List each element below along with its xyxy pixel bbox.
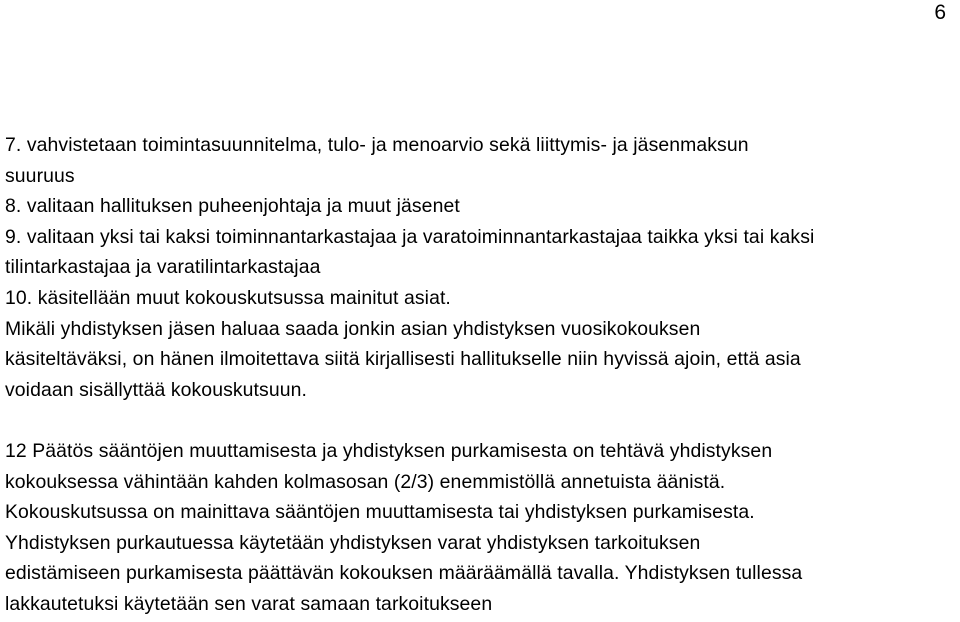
member-matter-line-1: Mikäli yhdistyksen jäsen haluaa saada jonkin asian yhdistyksen vuosikokouksen <box>5 317 701 340</box>
member-matter-line-3: voidaan sisällyttää kokouskutsuun. <box>5 378 307 401</box>
section-12-heading-text: 12 Päätös sääntöjen muuttamisesta ja yhdistyksen purkamisesta on tehtävä yhdistyksen <box>5 439 773 462</box>
agenda-item-8: 8. valitaan hallituksen puheenjohtaja ja muut jäsenet <box>5 195 460 218</box>
section-12-line-5: edistämiseen purkamisesta päättävän kokouksen määräämällä tavalla. Yhdistyksen tullessa <box>5 562 803 585</box>
section-12-line-3: Kokouskutsussa on mainittava sääntöjen muuttamisesta tai yhdistyksen purkamisesta. <box>5 501 755 524</box>
agenda-item-7-line-2: suuruus <box>5 164 75 187</box>
agenda-item-9-line-2: tilintarkastajaa ja varatilintarkastajaa <box>5 256 321 279</box>
agenda-item-9-line-1: 9. valitaan yksi tai kaksi toiminnantarkastajaa ja varatoiminnantarkastajaa taikka yksi tai kaksi <box>5 225 815 248</box>
section-12-line-2: kokouksessa vähintään kahden kolmasosan (2/3) enemmistöllä annetuista äänistä. <box>5 470 726 493</box>
agenda-item-7-line-1: 7. vahvistetaan toimintasuunnitelma, tulo- ja menoarvio sekä liittymis- ja jäsenmaksun <box>5 134 749 156</box>
page-number: 6 <box>934 1 946 24</box>
section-12-line-6: lakkautetuksi käytetään sen varat samaan tarkoitukseen <box>5 592 493 615</box>
section-12-line-4: Yhdistyksen purkautuessa käytetään yhdistyksen varat yhdistyksen tarkoituksen <box>5 531 701 554</box>
member-matter-line-2: käsiteltäväksi, on hänen ilmoitettava siitä kirjallisesti hallitukselle niin hyvissä ajoin, että asia <box>5 348 801 371</box>
agenda-item-10: 10. käsitellään muut kokouskutsussa mainitut asiat. <box>5 286 451 309</box>
section-12-line-1 <box>5 436 955 467</box>
paragraph-spacer <box>5 405 955 436</box>
document-body <box>5 130 955 620</box>
